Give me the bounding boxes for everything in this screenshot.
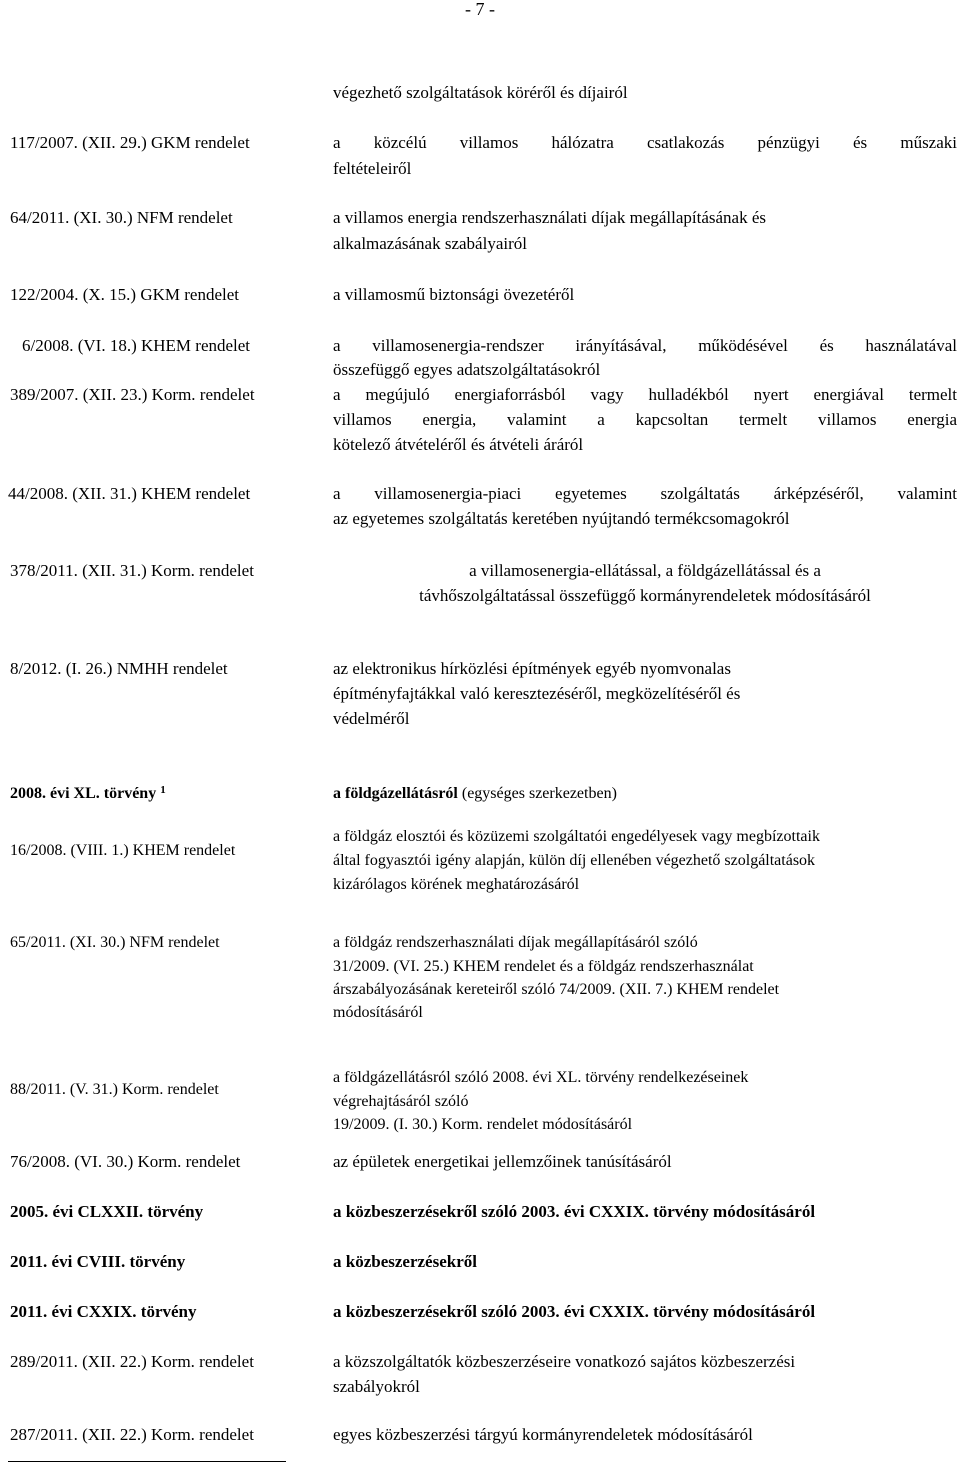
- entry-reference: 65/2011. (XI. 30.) NFM rendelet: [10, 934, 220, 951]
- entry-description: [333, 782, 617, 806]
- entry-description: feltételeiről: [333, 159, 412, 178]
- entry-description: kötelező átvételéről és átvételi áráról: [333, 435, 584, 454]
- entry-reference-law: 2011. évi CVIII. törvény: [10, 1252, 186, 1271]
- footnote-marker: 1: [160, 784, 166, 796]
- entry-description: építményfajtákkal való keresztezéséről, megközelítéséről és: [333, 684, 741, 703]
- entry-description: a villamosenergia-rendszer irányításával, működésével és használatával: [333, 336, 957, 355]
- entry-reference-law: [10, 782, 166, 806]
- entry-reference: 122/2004. (X. 15.) GKM rendelet: [10, 285, 239, 304]
- entry-description: módosításáról: [333, 1004, 423, 1021]
- entry-reference-law: 2011. évi CXXIX. törvény: [10, 1302, 197, 1321]
- entry-description: villamos energia, valamint a kapcsoltan termelt villamos energia: [333, 410, 957, 429]
- entry-description: szabályokról: [333, 1377, 420, 1396]
- entry-description: végrehajtásáról szóló: [333, 1093, 469, 1110]
- entry-description: a földgáz elosztói és közüzemi szolgáltatói engedélyesek vagy megbízottaik: [333, 828, 820, 845]
- entry-reference: 88/2011. (V. 31.) Korm. rendelet: [10, 1081, 219, 1098]
- entry-description: az épületek energetikai jellemzőinek tanúsításáról: [333, 1152, 672, 1171]
- entry-reference: 64/2011. (XI. 30.) NFM rendelet: [10, 208, 233, 227]
- entry-description: a közcélú villamos hálózatra csatlakozás pénzügyi és műszaki: [333, 133, 957, 152]
- entry-reference-law: 2005. évi CLXXII. törvény: [10, 1202, 204, 1221]
- law-title: 2008. évi XL. törvény: [10, 785, 157, 802]
- entry-description: az elektronikus hírközlési építmények egyéb nyomvonalas: [333, 659, 731, 678]
- entry-description: a földgáz rendszerhasználati díjak megállapításáról szóló: [333, 934, 698, 951]
- entry-reference: 389/2007. (XII. 23.) Korm. rendelet: [10, 385, 255, 404]
- entry-description: által fogyasztói igény alapján, külön díj ellenében végezhető szolgáltatások: [333, 852, 816, 869]
- entry-description: a közbeszerzésekről: [333, 1252, 477, 1271]
- entry-description: 31/2009. (VI. 25.) KHEM rendelet és a földgáz rendszerhasználat: [333, 958, 754, 975]
- entry-description: kizárólagos körének meghatározásáról: [333, 876, 580, 893]
- entry-description: egyes közbeszerzési tárgyú kormányrendeletek módosításáról: [333, 1425, 753, 1444]
- entry-description: a közbeszerzésekről szóló 2003. évi CXXIX. törvény módosításáról: [333, 1202, 816, 1221]
- entry-description: alkalmazásának szabályairól: [333, 234, 527, 253]
- entry-description: az egyetemes szolgáltatás keretében nyújtandó termékcsomagokról: [333, 509, 790, 528]
- entry-reference: 289/2011. (XII. 22.) Korm. rendelet: [10, 1352, 254, 1371]
- entry-reference: 76/2008. (VI. 30.) Korm. rendelet: [10, 1152, 241, 1171]
- entry-description: védelméről: [333, 709, 410, 728]
- entry-reference: 16/2008. (VIII. 1.) KHEM rendelet: [10, 842, 236, 859]
- entry-reference: 287/2011. (XII. 22.) Korm. rendelet: [10, 1425, 254, 1444]
- entry-reference: 44/2008. (XII. 31.) KHEM rendelet: [8, 484, 251, 503]
- entry-description-bold: a földgázellátásról: [333, 785, 458, 802]
- entry-reference: 378/2011. (XII. 31.) Korm. rendelet: [10, 561, 254, 580]
- entry-description: a közszolgáltatók közbeszerzéseire vonatkozó sajátos közbeszerzési: [333, 1352, 796, 1371]
- entry-description: távhőszolgáltatással összefüggő kormányrendeletek módosításáról: [419, 586, 871, 605]
- entry-description: összefüggő egyes adatszolgáltatásokról: [333, 360, 601, 379]
- footnote-separator: [8, 1461, 286, 1462]
- entry-description: a villamos energia rendszerhasználati díjak megállapításának és: [333, 208, 767, 227]
- entry-description: árszabályozásának kereteiről szóló 74/2009. (XII. 7.) KHEM rendelet: [333, 981, 780, 998]
- entry-description: a villamosenergia-piaci egyetemes szolgáltatás árképzéséről, valamint: [333, 484, 957, 503]
- page-number: - 7 -: [465, 0, 495, 19]
- entry-description: a megújuló energiaforrásból vagy hulladékból nyert energiával termelt: [333, 385, 957, 404]
- entry-description: a villamosenergia-ellátással, a földgázellátással és a: [469, 561, 821, 580]
- entry-description: a közbeszerzésekről szóló 2003. évi CXXIX. törvény módosításáról: [333, 1302, 816, 1321]
- entry-reference: 8/2012. (I. 26.) NMHH rendelet: [10, 659, 228, 678]
- entry-description: a földgázellátásról szóló 2008. évi XL. törvény rendelkezéseinek: [333, 1069, 749, 1086]
- entry-description: a villamosmű biztonsági övezetéről: [333, 285, 575, 304]
- entry-reference: 117/2007. (XII. 29.) GKM rendelet: [10, 133, 250, 152]
- entry-description-rest: (egységes szerkezetben): [457, 785, 617, 802]
- entry-description: 19/2009. (I. 30.) Korm. rendelet módosításáról: [333, 1116, 633, 1133]
- entry-description: végezhető szolgáltatások köréről és díjairól: [333, 83, 628, 102]
- entry-reference: 6/2008. (VI. 18.) KHEM rendelet: [22, 336, 251, 355]
